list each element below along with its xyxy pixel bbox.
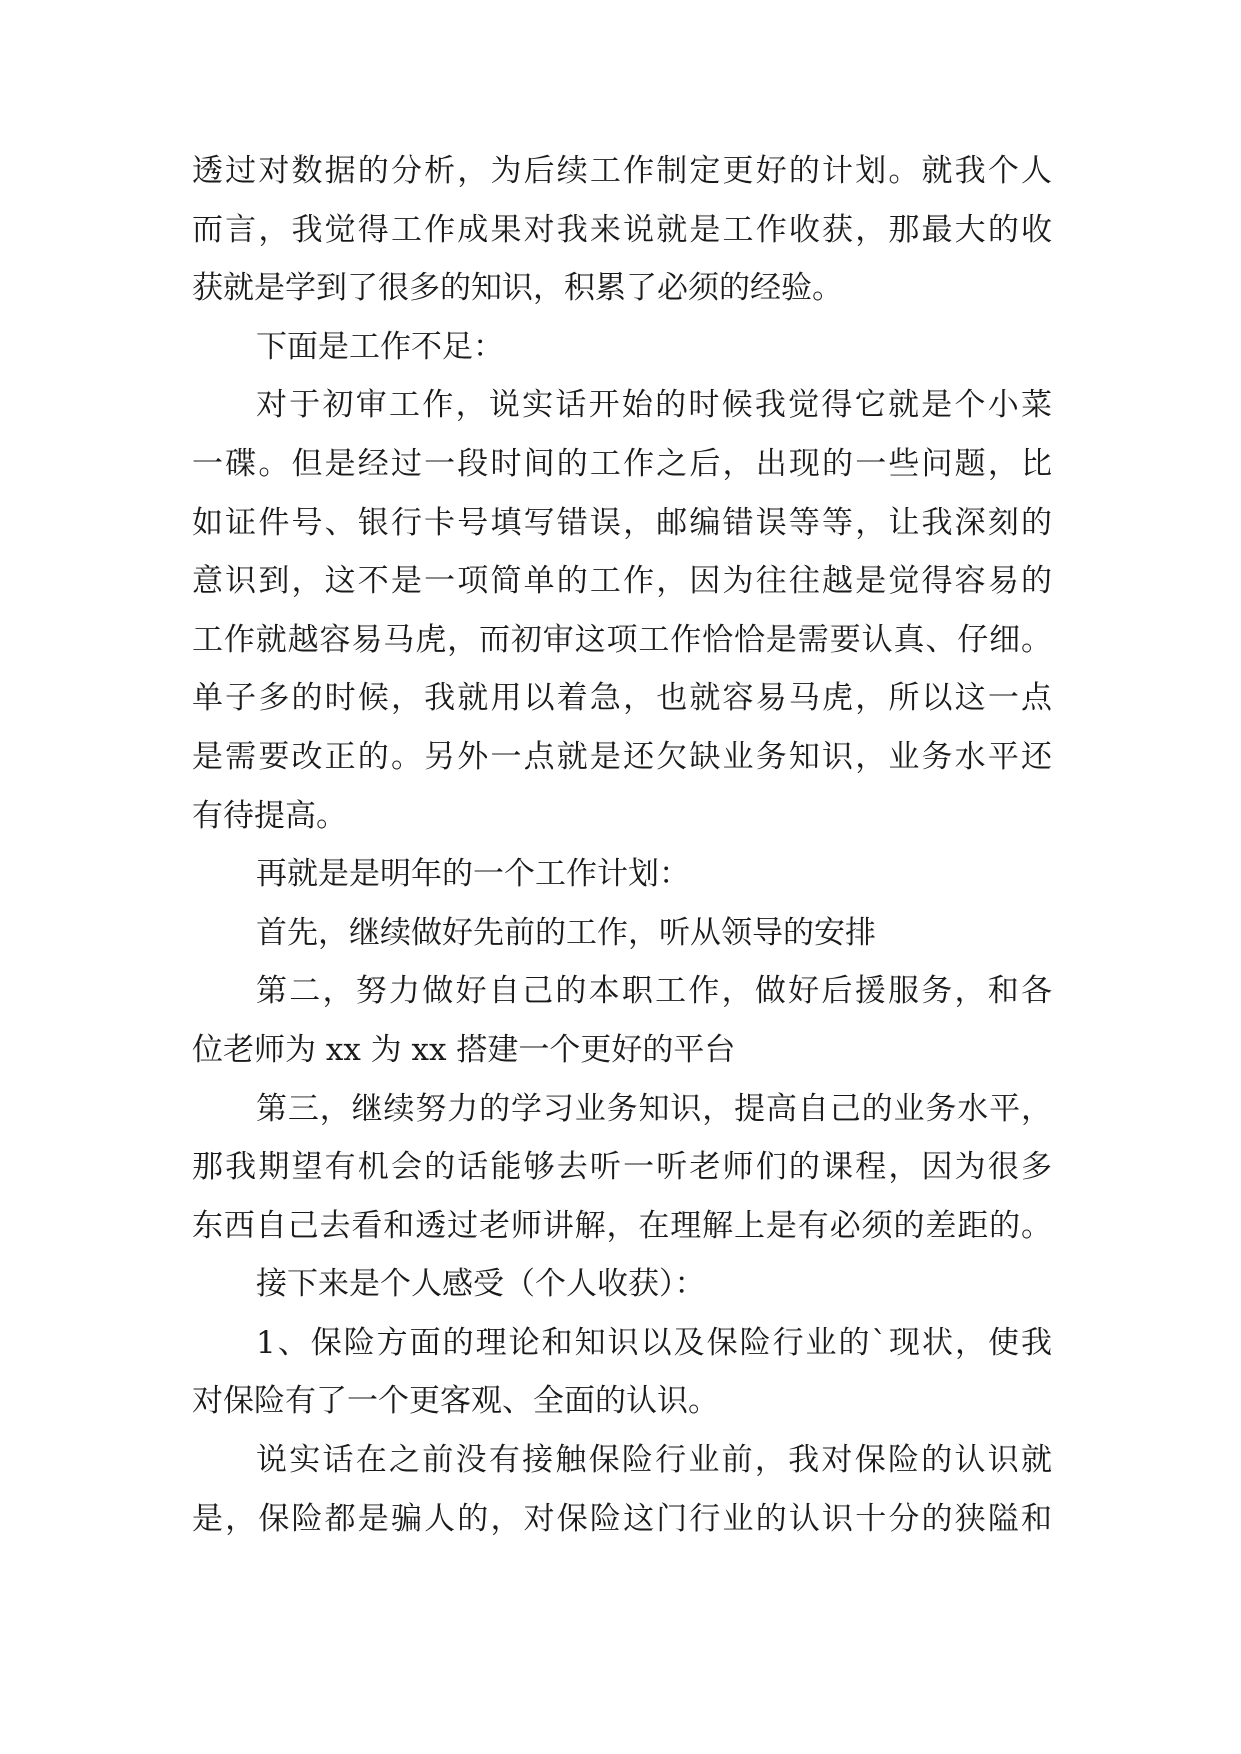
text-line: 位老师为 xx 为 xx 搭建一个更好的平台 xyxy=(192,1031,736,1068)
text-line: 是，保险都是骗人的，对保险这门行业的认识十分的狭隘和 xyxy=(192,1500,1052,1537)
text-line: 东西自己去看和透过老师讲解，在理解上是有必须的差距的。 xyxy=(192,1207,1052,1244)
text-line: 有待提高。 xyxy=(192,797,347,834)
text-line: 再就是是明年的一个工作计划： xyxy=(256,856,690,893)
text-line: 接下来是个人感受（个人收获）： xyxy=(256,1266,706,1303)
text-line: 是需要改正的。另外一点就是还欠缺业务知识，业务水平还 xyxy=(192,738,1052,775)
text-line: 而言，我觉得工作成果对我来说就是工作收获，那最大的收 xyxy=(192,211,1052,248)
text-line: 下面是工作不足： xyxy=(256,328,504,365)
text-line: 单子多的时候，我就用以着急，也就容易马虎，所以这一点 xyxy=(192,680,1052,717)
text-line: 意识到，这不是一项简单的工作，因为往往越是觉得容易的 xyxy=(192,563,1052,600)
text-line: 对于初审工作，说实话开始的时候我觉得它就是个小菜 xyxy=(256,387,1052,424)
text-line: 如证件号、银行卡号填写错误，邮编错误等等，让我深刻的 xyxy=(192,504,1052,541)
text-line: 说实话在之前没有接触保险行业前，我对保险的认识就 xyxy=(256,1442,1052,1479)
text-line: 获就是学到了很多的知识，积累了必须的经验。 xyxy=(192,270,843,307)
text-line: 一碟。但是经过一段时间的工作之后，出现的一些问题，比 xyxy=(192,445,1052,482)
text-line: 那我期望有机会的话能够去听一听老师们的课程，因为很多 xyxy=(192,1149,1052,1186)
text-line: 对保险有了一个更客观、全面的认识。 xyxy=(192,1383,719,1420)
document-body xyxy=(192,142,1052,1548)
text-line: 工作就越容易马虎，而初审这项工作恰恰是需要认真、仔细。 xyxy=(192,621,1052,658)
text-line: 首先，继续做好先前的工作，听从领导的安排 xyxy=(256,914,876,951)
text-line: 第二，努力做好自己的本职工作，做好后援服务，和各 xyxy=(256,973,1052,1010)
text-line: 第三，继续努力的学习业务知识，提高自己的业务水平， xyxy=(256,1090,1052,1127)
text-line: 透过对数据的分析，为后续工作制定更好的计划。就我个人 xyxy=(192,153,1052,189)
text-line: 1、保险方面的理论和知识以及保险行业的`现状，使我 xyxy=(256,1324,1052,1361)
